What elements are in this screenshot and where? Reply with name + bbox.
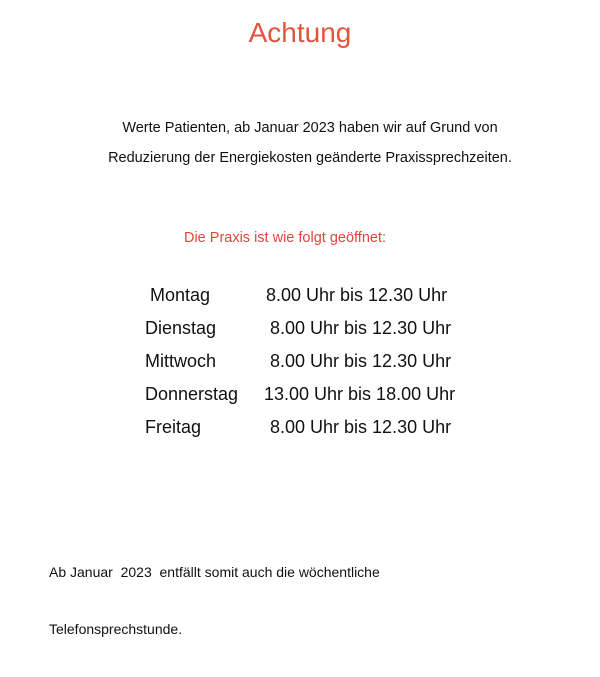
schedule-day: Montag [150, 285, 211, 305]
opening-hours-heading: Die Praxis ist wie folgt geöffnet: [183, 230, 387, 246]
schedule-day: Dienstag [145, 318, 217, 338]
footer-note [49, 525, 569, 677]
schedule-hours: 8.00 Uhr bis 12.30 Uhr [270, 417, 452, 437]
schedule-day: Mittwoch [145, 351, 217, 371]
schedule-row [140, 411, 500, 444]
schedule-hours: 8.00 Uhr bis 12.30 Uhr [266, 285, 448, 305]
notice-title: Achtung [248, 17, 352, 48]
footer-line-1: Ab Januar 2023 entfällt somit auch die wöchentliche [49, 564, 380, 580]
intro-line-1: Werte Patienten, ab Januar 2023 haben wir auf Grund von [122, 120, 498, 136]
intro-line-2: Reduzierung der Energiekosten geänderte Praxissprechzeiten. [108, 150, 512, 166]
schedule-hours: 8.00 Uhr bis 12.30 Uhr [270, 351, 452, 371]
schedule-hours: 8.00 Uhr bis 12.30 Uhr [270, 318, 452, 338]
schedule-hours: 13.00 Uhr bis 18.00 Uhr [264, 384, 456, 404]
schedule-row [140, 378, 500, 411]
schedule-row [140, 279, 500, 312]
schedule-row [140, 312, 500, 345]
footer-line-2: Telefonsprechstunde. [49, 621, 183, 637]
opening-hours-table [140, 279, 500, 444]
schedule-day: Freitag [145, 417, 202, 437]
schedule-day: Donnerstag [145, 384, 239, 404]
intro-paragraph [60, 113, 560, 173]
schedule-row [140, 345, 500, 378]
